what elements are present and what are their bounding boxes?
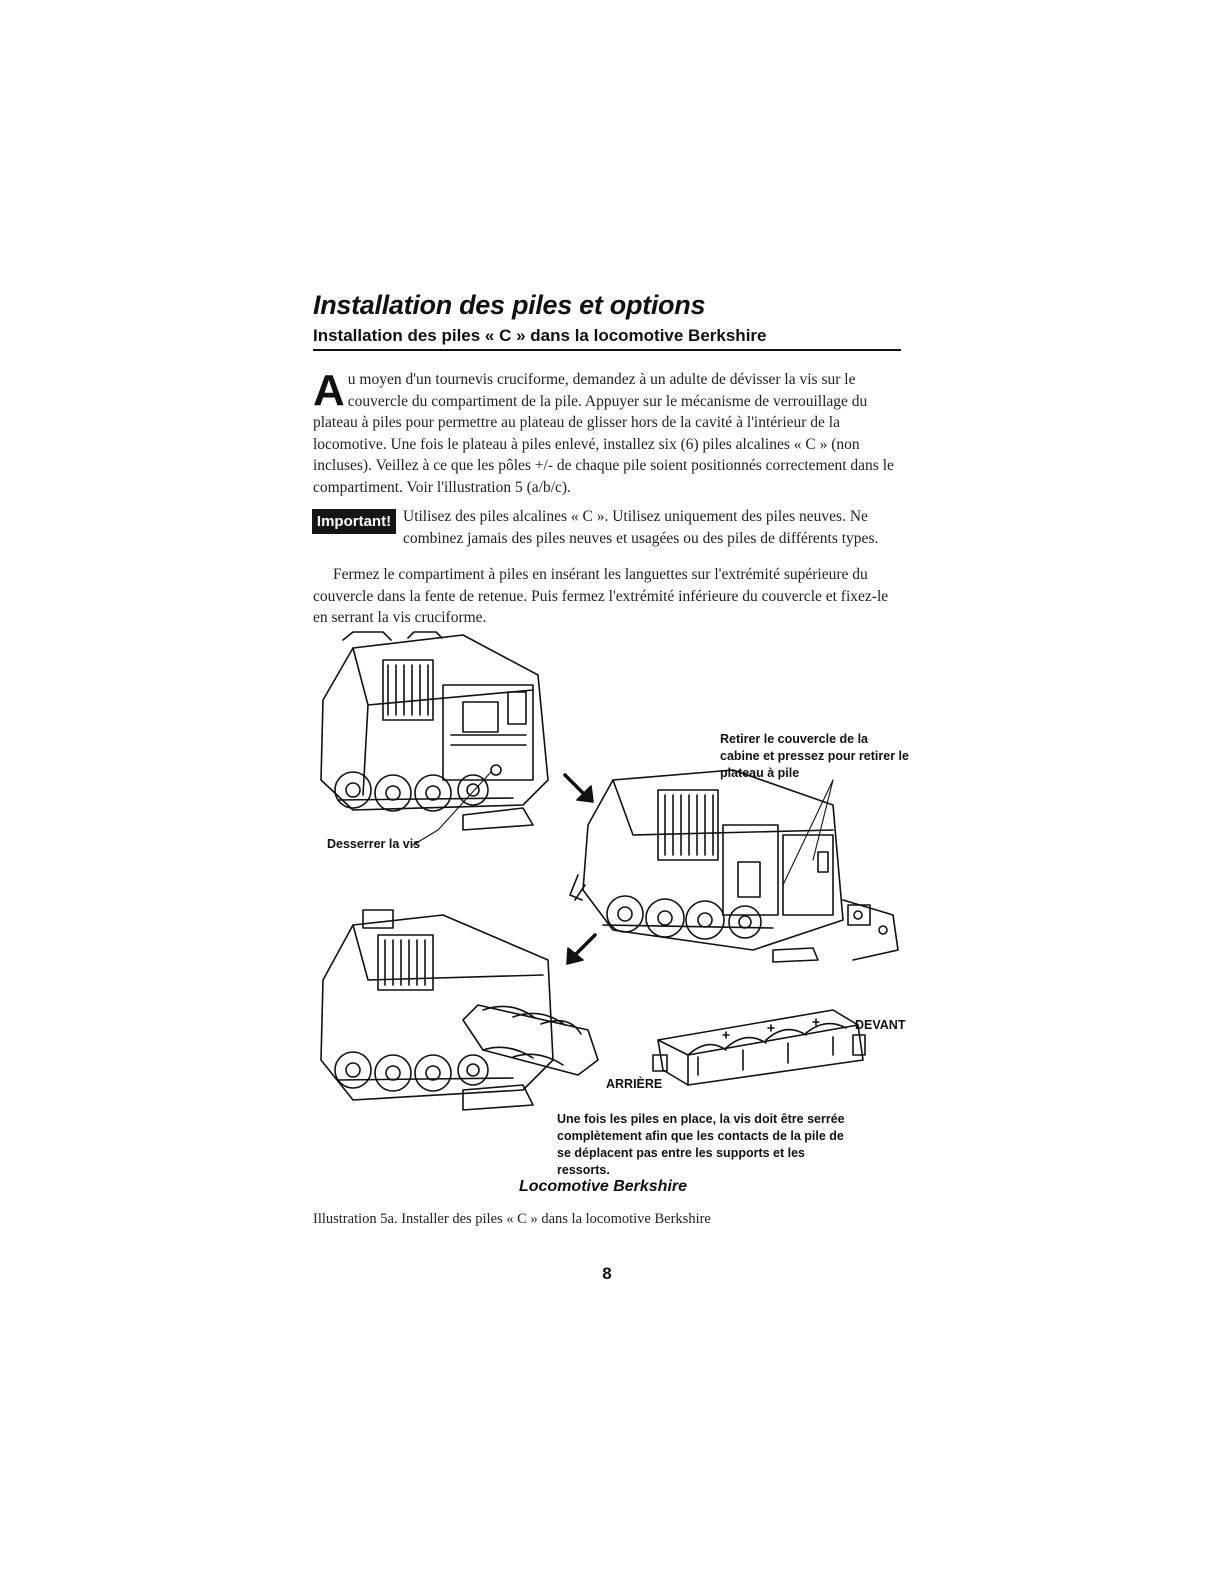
- figure-caption: Illustration 5a. Installer des piles « C » dans la locomotive Berkshire: [313, 1211, 711, 1227]
- label-devant: DEVANT: [855, 1018, 906, 1032]
- page-number: 8: [602, 1264, 612, 1283]
- label-arriere: ARRIÈRE: [606, 1077, 663, 1091]
- title-rule: [313, 349, 901, 351]
- page-title: Installation des piles et options: [313, 290, 706, 320]
- intro-text: u moyen d'un tournevis cruciforme, demandez à un adulte de dévisser la vis sur le couvercle du compartiment de la pile. Appuyer sur le mécanisme de verrouillage du plateau à piles pour permettre au plateau de glisser hors de la cavité à l'intérieur de la locomotive. Une fois le plateau à piles enlevé, installez six (6) piles alcalines « C » (non incluses). Veillez à ce que les pôles +/- de chaque pile soient positionnés correctement dans le compartiment. Voir l'illustration 5 (a/b/c).: [313, 371, 894, 496]
- label-une-fois: Une fois les piles en place, la vis doit être serrée complètement afin que les contacts de la pile de se déplacent pas entre les supports et les ressorts.: [557, 1112, 845, 1177]
- intro-paragraph: [313, 366, 903, 499]
- locomotive-middle-right-drawing: [570, 770, 898, 962]
- important-text: Utilisez des piles alcalines « C ». Utilisez uniquement des piles neuves. Ne combinez jamais des piles neuves et usagées ou des piles de différents types.: [403, 508, 879, 547]
- label-desserrer-vis: Desserrer la vis: [327, 837, 421, 851]
- battery-tray-drawing: [653, 1010, 865, 1085]
- figure-title: Locomotive Berkshire: [518, 1178, 688, 1195]
- drop-cap: A: [313, 366, 345, 415]
- section-subtitle: Installation des piles « C » dans la locomotive Berkshire: [313, 326, 767, 345]
- arrow-down-left: [575, 935, 595, 955]
- important-badge: Important!: [312, 509, 396, 534]
- locomotive-top-left-drawing: [321, 632, 548, 830]
- label-retirer-couvercle: Retirer le couvercle de la cabine et pressez pour retirer le plateau à pile: [720, 732, 909, 780]
- closing-paragraph: Fermez le compartiment à piles en insérant les languettes sur l'extrémité supérieure du couvercle dans la fente de retenue. Puis fermez l'extrémité inférieure du couvercle et fixez-le en serrant la vis cruciforme.: [313, 566, 889, 627]
- locomotive-bottom-left-drawing: [321, 910, 598, 1110]
- leader-retirer-1: [813, 780, 833, 860]
